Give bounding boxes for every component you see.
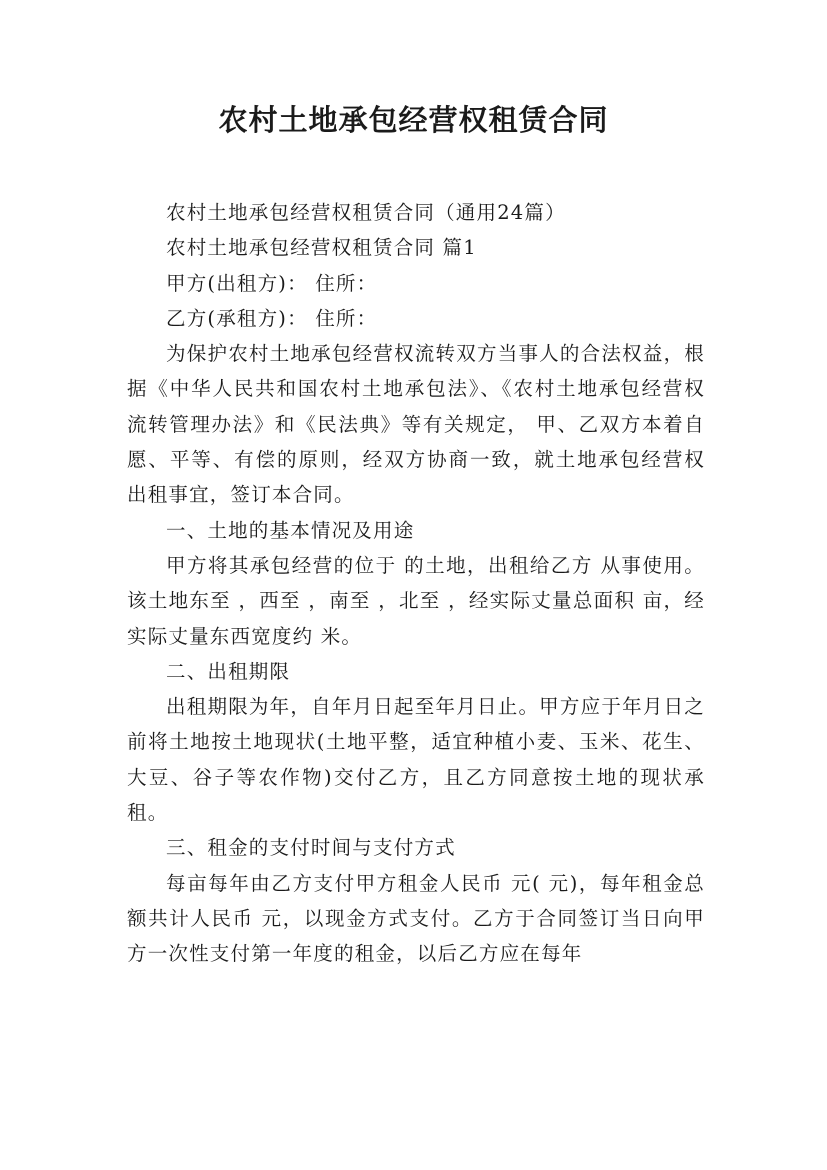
section-heading-lease-term: 二、出租期限 [166, 659, 291, 683]
section-heading-rent-payment: 三、租金的支付时间与支付方式 [166, 836, 456, 860]
document-title: 农村土地承包经营权租赁合同 [218, 103, 609, 137]
contract-heading-paragraph: 农村土地承包经营权租赁合同（通用24篇） [166, 201, 566, 224]
land-info-paragraph: 甲方将其承包经营的位于 的土地，出租给乙方 从事使用。该土地东至 ，西至 ，南至 ，北至 ，经实际丈量总面积 亩，经实际丈量东西宽度约 米。 [127, 553, 705, 648]
document-body [127, 195, 705, 972]
contract-section-heading: 农村土地承包经营权租赁合同 篇1 [166, 236, 477, 260]
section-heading-land-info: 一、土地的基本情况及用途 [166, 518, 415, 542]
party-a-line: 甲方(出租方)： 住所： [166, 271, 378, 295]
lease-term-paragraph: 出租期限为年，自年月日起至年月日止。甲方应于年月日之前将土地按土地现状(土地平整，适宜种植小麦、玉米、花生、大豆、谷子等农作物)交付乙方，且乙方同意按土地的现状承租。 [127, 695, 705, 825]
rent-payment-paragraph: 每亩每年由乙方支付甲方租金人民币 元( 元)，每年租金总额共计人民币 元，以现金方式支付。乙方于合同签订当日向甲方一次性支付第一年度的租金，以后乙方应在每年 [127, 871, 705, 966]
preamble-paragraph: 为保护农村土地承包经营权流转双方当事人的合法权益，根据《中华人民共和国农村土地承包法》、《农村土地承包经营权流转管理办法》和《民法典》等有关规定， 甲、乙双方本着自愿、平等、有偿的原则，经双方协商一致，就土地承包经营权出租事宜，签订本合同。 [127, 342, 705, 507]
party-b-line: 乙方(承租方)： 住所： [166, 306, 378, 330]
